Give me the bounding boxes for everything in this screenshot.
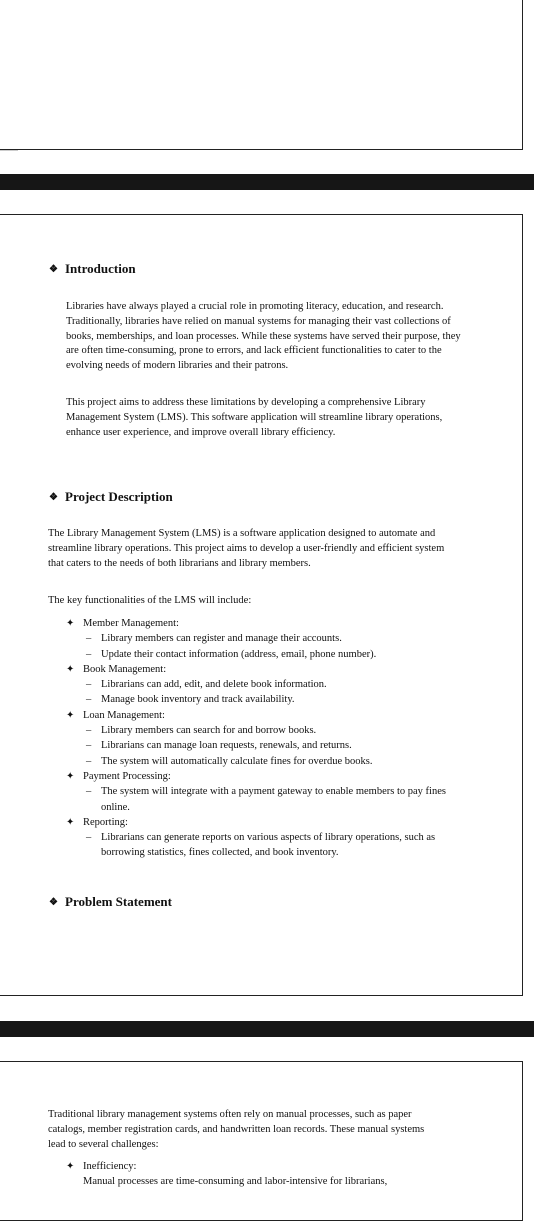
list-item [66,662,466,708]
four-point-star-icon: ✦ [66,816,75,828]
sub-item [66,784,466,815]
item-label: Member Management: [83,618,179,629]
sub-item [66,738,466,753]
project-paragraph-2: The key functionalities of the LMS will include: [48,595,252,606]
list-item [66,1160,446,1189]
item-label: Book Management: [83,663,167,675]
sub-item-text: Librarians can add, edit, and delete book information. [101,679,327,691]
dash-bullet: – [86,679,92,691]
item-label: Reporting: [83,816,128,828]
sub-item [66,647,466,662]
sub-item-text: The system will integrate with a payment gateway to enable members to pay fines online. [101,786,446,813]
list-item [66,769,466,815]
item-label: Payment Processing: [83,770,171,782]
page-separator [0,1021,534,1037]
sub-item [66,692,466,707]
dash-bullet: – [86,694,92,706]
sub-item-text: Library members can register and manage their accounts. [101,633,342,645]
sub-item [66,677,466,692]
sub-item [66,723,466,738]
problem-paragraph-1: Traditional library management systems often rely on manual processes, such as paper catalogs, member registration cards, and handwritten loan records. These manual systems lead to several challenges: [48,1109,425,1150]
section-heading-introduction [49,261,136,277]
functionality-list [66,616,466,861]
sub-item-text: Manage book inventory and track availability. [101,694,295,706]
dash-bullet: – [86,725,92,737]
heading-text: Introduction [65,261,136,276]
item-label: Loan Management: [83,709,165,721]
document-page-1 [0,0,523,150]
dash-bullet: – [86,740,92,752]
dash-bullet: – [86,755,92,767]
intro-paragraph-1: Libraries have always played a crucial role in promoting literacy, education, and research. Traditionally, libraries have relied on manual systems for managing their vast collections of books, memberships, and loan processes. While these systems have served their purpose, they are often time-consuming, prone to errors, and lack efficient functionalities to cater to the evolving needs of modern libraries and their patrons. [66,301,461,372]
dash-bullet: – [86,648,92,660]
four-point-star-icon: ✦ [66,1161,75,1172]
list-item [66,616,466,662]
dash-bullet: – [86,786,92,798]
sub-item [66,754,466,769]
four-point-star-icon: ✦ [66,618,75,629]
section-heading-problem-statement [49,894,172,910]
four-point-star-icon: ✦ [66,709,75,721]
four-point-star-icon: ✦ [66,770,75,782]
dash-bullet: – [86,633,92,645]
list-item [66,708,466,769]
heading-text: Problem Statement [65,894,172,909]
sub-item-text: Librarians can manage loan requests, renewals, and returns. [101,740,352,752]
list-item [66,815,466,861]
project-paragraph-1: The Library Management System (LMS) is a software application designed to automate and streamline library operations. This project aims to develop a user-friendly and efficient system that caters to the needs of both librarians and library members. [48,528,445,569]
heading-text: Project Description [65,489,173,504]
sub-item [66,830,466,861]
section-heading-project-description [49,489,173,505]
diamond-bullet-icon: ❖ [49,491,58,503]
sub-item [66,631,466,646]
sub-item-text: Librarians can generate reports on various aspects of library operations, such as borrowing statistics, fines collected, and book inventory. [101,832,436,859]
page-separator [0,174,534,190]
sub-item-text: Update their contact information (address, email, phone number). [101,648,377,660]
intro-paragraph-2: This project aims to address these limitations by developing a comprehensive Library Management System (LMS). This software application will streamline library operations, enhance user experience, and improve overall library efficiency. [66,397,443,438]
sub-item-text: The system will automatically calculate fines for overdue books. [101,755,373,767]
four-point-star-icon: ✦ [66,663,75,675]
challenge-list [66,1160,446,1189]
diamond-bullet-icon: ❖ [49,263,58,275]
diamond-bullet-icon: ❖ [49,896,58,908]
item-text: Manual processes are time-consuming and labor-intensive for librarians, [83,1175,388,1187]
item-label: Inefficiency: [83,1161,137,1172]
sub-item-text: Library members can search for and borrow books. [101,725,317,737]
divider [0,150,18,151]
dash-bullet: – [86,832,92,844]
